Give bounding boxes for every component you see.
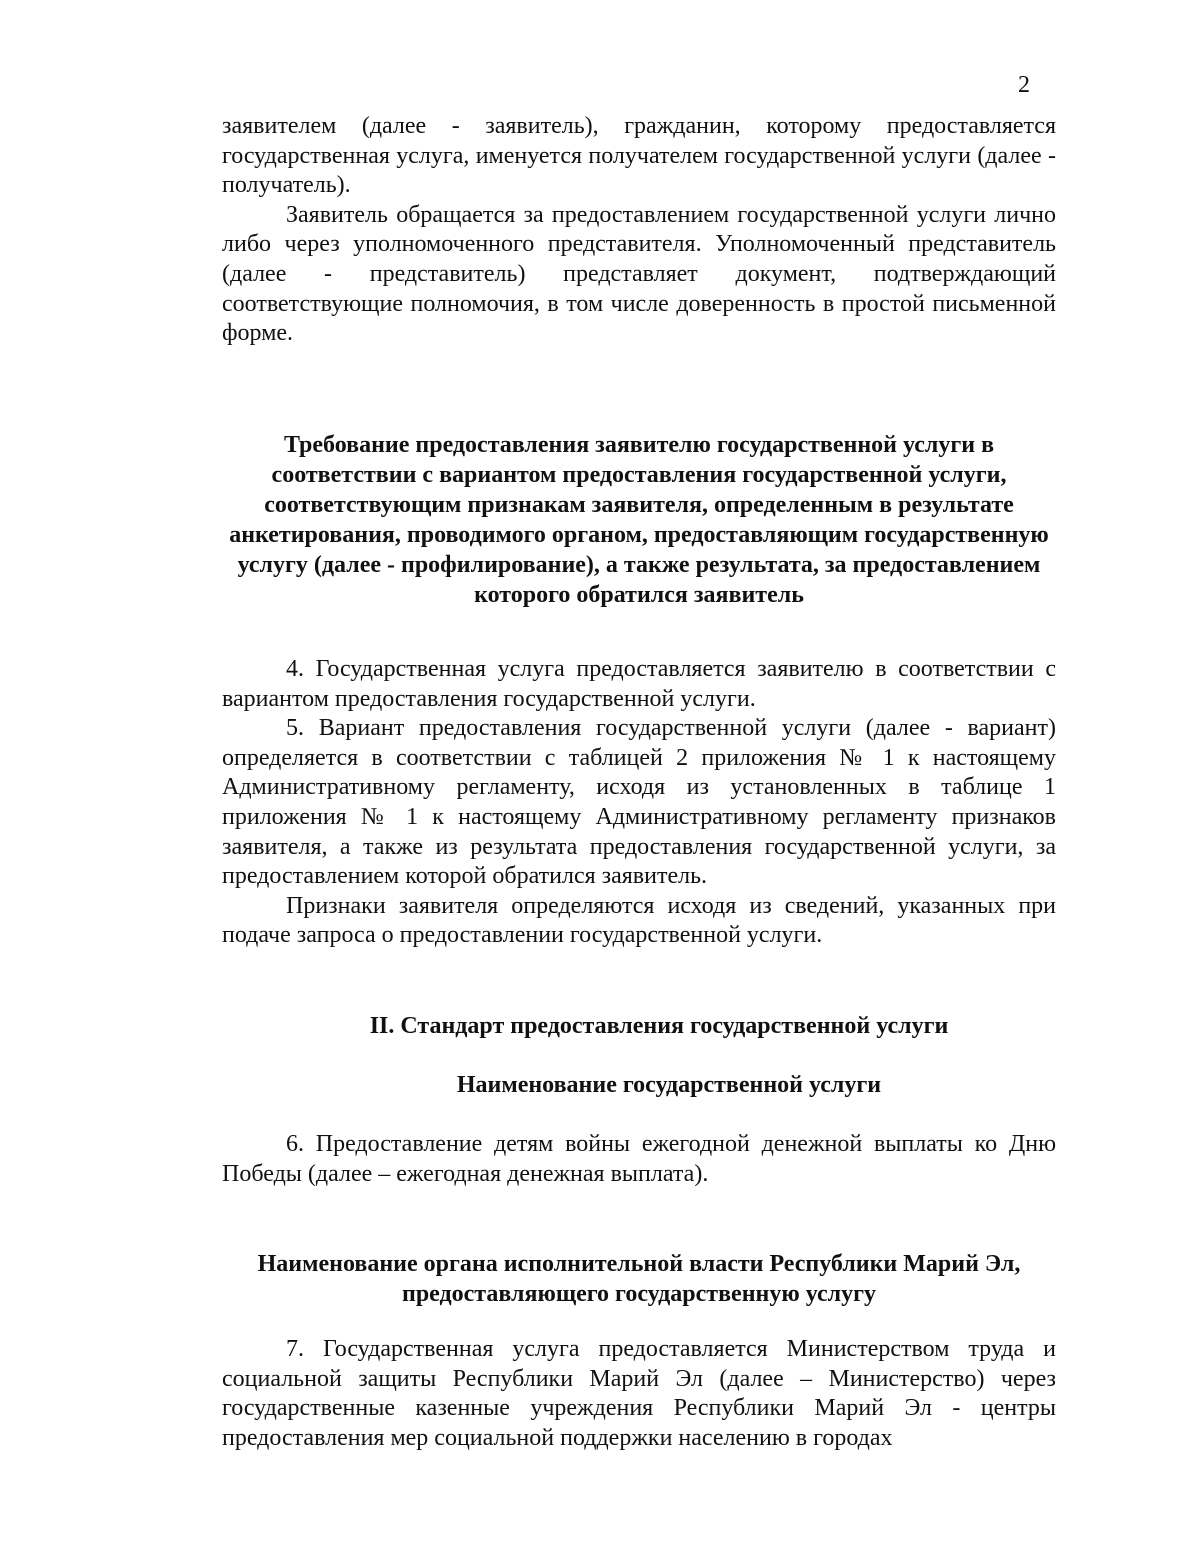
heading-section-ii: II. Стандарт предоставления государственной услуги [369, 1013, 949, 1039]
heading-requirement: Требование предоставления заявителю государственной услуги в соответствии с вариантом предоставления государственной услуги, соответствующим признакам заявителя, определенным в результате анкетирования, проводимого органом, предоставляющим государственную услугу (далее - профилирование), а также результата, за предоставлением которого обратился заявитель [229, 432, 1049, 608]
page-number: 2 [1018, 72, 1030, 98]
paragraph-representative: Заявитель обращается за предоставлением государственной услуги лично либо через уполномоченного представителя. Уполномоченный представитель (далее - представитель) представляет документ, подтверждающий соответствующие полномочия, в том числе доверенность в простой письменной форме. [222, 201, 1056, 347]
paragraph-6: 6. Предоставление детям войны ежегодной денежной выплаты ко Дню Победы (далее – ежегодная денежная выплата). [222, 1131, 1056, 1187]
paragraph-7: 7. Государственная услуга предоставляется Министерством труда и социальной защиты Республики Марий Эл (далее – Министерство) через государственные казенные учреждения Республики Марий Эл - центры предоставления мер социальной поддержки населению в городах [222, 1336, 1056, 1451]
authority-block [222, 1335, 1056, 1453]
requirement-block [222, 655, 1056, 951]
intro-block [222, 112, 1056, 349]
paragraph-5: 5. Вариант предоставления государственной услуги (далее - вариант) определяется в соответствии с таблицей 2 приложения № 1 к настоящему Административному регламенту, исходя из установленных в таблице 1 приложения № 1 к настоящему Административному регламенту признаков заявителя, а также из результата предоставления государственной услуги, за предоставлением которой обратился заявитель. [222, 715, 1056, 890]
paragraph-applicant-definition: заявителем (далее - заявитель), гражданин, которому предоставляется государственная услуга, именуется получателем государственной услуги (далее - получатель). [222, 113, 1056, 199]
paragraph-4: 4. Государственная услуга предоставляется заявителю в соответствии с вариантом предоставления государственной услуги. [222, 656, 1056, 712]
paragraph-applicant-signs: Признаки заявителя определяются исходя из сведений, указанных при подаче запроса о предоставлении государственной услуги. [222, 892, 1056, 949]
heading-service-name: Наименование государственной услуги [456, 1072, 882, 1098]
service-name-block [222, 1130, 1056, 1189]
heading-authority: Наименование органа исполнительной власти Республики Марий Эл, предоставляющего государственную услугу [257, 1251, 1021, 1307]
